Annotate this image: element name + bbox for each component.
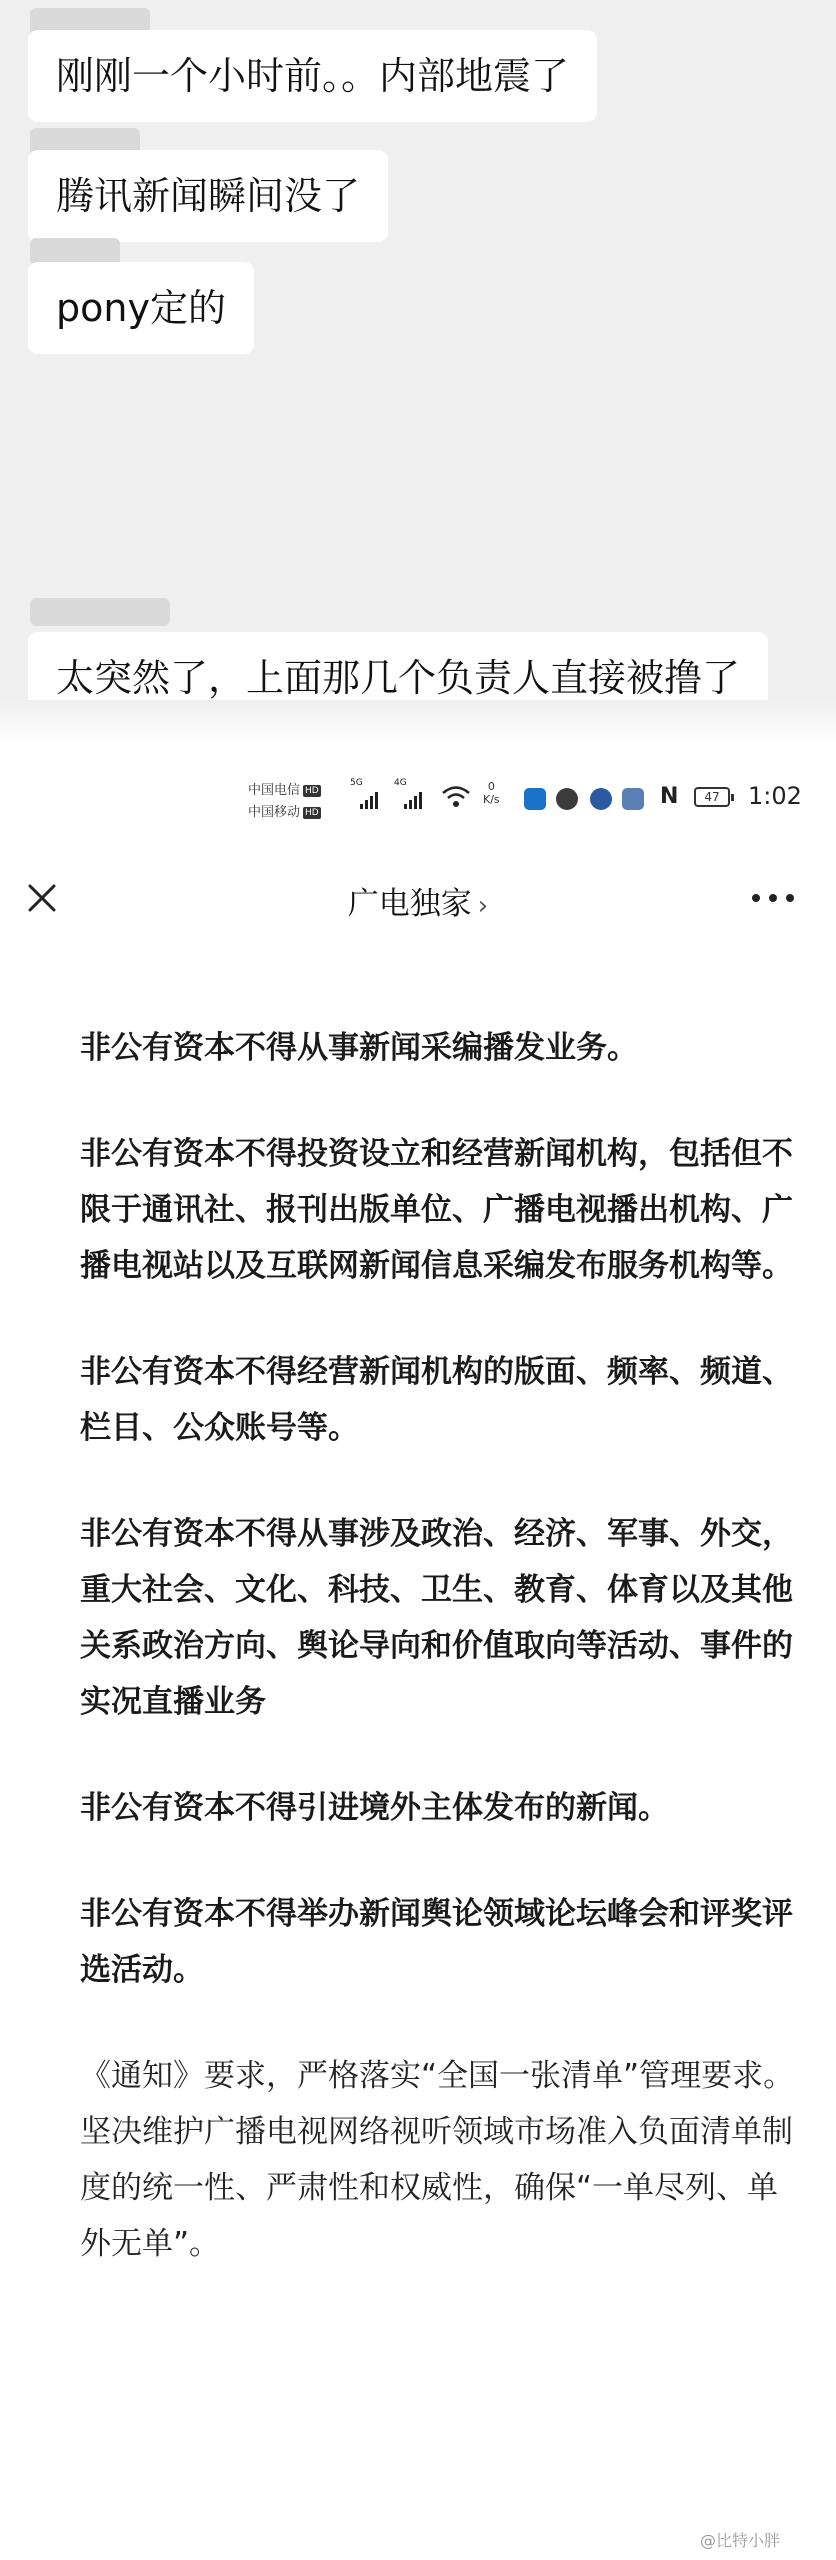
carrier-2: 中国移动 — [248, 805, 301, 820]
hd-badge: HD — [305, 807, 319, 818]
network-speed: 0 K/s — [483, 780, 500, 806]
chat-message-3[interactable]: pony定的 — [28, 262, 254, 354]
clock: 1:02 — [748, 782, 802, 810]
chat-message-2[interactable]: 腾讯新闻瞬间没了 — [28, 150, 388, 242]
article-paragraph: 非公有资本不得从事涉及政治、经济、军事、外交，重大社会、文化、科技、卫生、教育、体育以及其他关系政治方向、舆论导向和价值取向等活动、事件的实况直播业务 — [80, 1516, 793, 1720]
signal-1-label: 5G — [350, 778, 363, 788]
status-bar — [0, 772, 836, 844]
article-paragraph: 非公有资本不得经营新闻机构的版面、频率、频道、栏目、公众账号等。 — [80, 1354, 793, 1446]
battery-icon: 47 — [694, 787, 730, 807]
hd-badge: HD — [305, 785, 319, 796]
app-notification-icon — [556, 788, 578, 810]
carrier-info — [248, 780, 321, 824]
watermark: @比特小胖 — [700, 2531, 781, 2550]
app-notification-icon — [622, 788, 644, 810]
carrier-1: 中国电信 — [248, 783, 301, 798]
chevron-right-icon[interactable]: › — [477, 891, 489, 921]
account-title[interactable] — [0, 878, 836, 923]
app-notification-icon — [524, 788, 546, 810]
more-icon[interactable] — [752, 894, 794, 902]
account-name[interactable]: 广电独家 — [347, 886, 472, 922]
nav-bar — [0, 860, 836, 936]
wifi-icon — [441, 784, 471, 810]
chat-screenshot — [0, 0, 836, 745]
nfc-icon: N — [660, 784, 679, 809]
article-paragraph: 非公有资本不得从事新闻采编播发业务。 — [80, 1030, 638, 1066]
signal-icon — [404, 792, 422, 809]
chat-message-4[interactable]: 太突然了，上面那几个负责人直接被撸了 — [28, 632, 768, 724]
app-notification-icon — [590, 788, 612, 810]
article-paragraph: 非公有资本不得引进境外主体发布的新闻。 — [80, 1790, 669, 1826]
article-paragraph: 非公有资本不得举办新闻舆论领域论坛峰会和评奖评选活动。 — [80, 1896, 793, 1988]
signal-2-label: 4G — [394, 778, 407, 788]
article-body — [80, 1020, 800, 2322]
article-paragraph: 《通知》要求，严格落实“全国一张清单”管理要求。坚决维护广播电视网络视听领域市场准入负面清单制度的统一性、严肃性和权威性，确保“一单尽列、单外无单”。 — [80, 2058, 795, 2262]
blurred-sender-name — [30, 598, 170, 626]
article-paragraph: 非公有资本不得投资设立和经营新闻机构，包括但不限于通讯社、报刊出版单位、广播电视播出机构、广播电视站以及互联网新闻信息采编发布服务机构等。 — [80, 1136, 793, 1284]
signal-icon — [360, 792, 378, 809]
chat-message-1[interactable]: 刚刚一个小时前。。内部地震了 — [28, 30, 597, 122]
